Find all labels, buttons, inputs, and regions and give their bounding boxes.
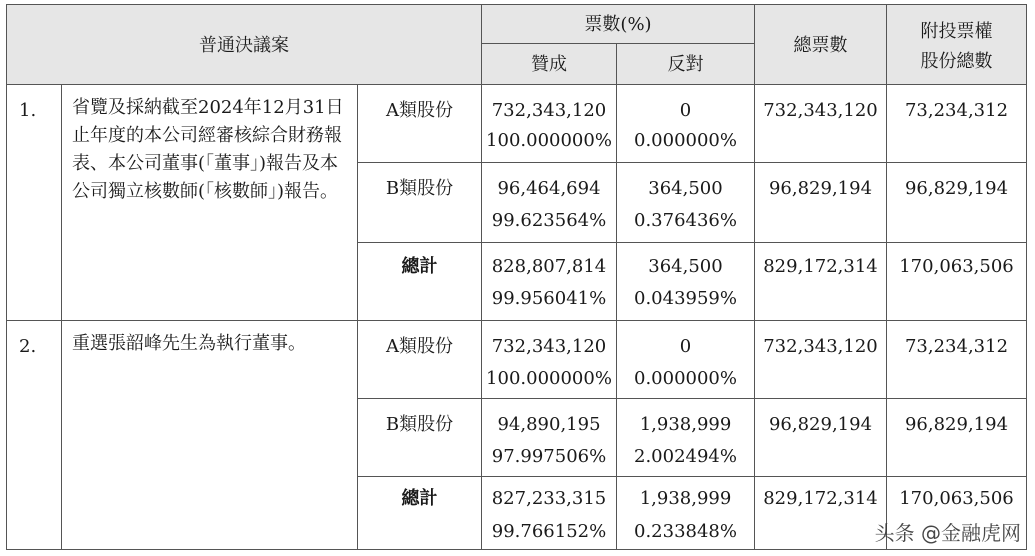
header-for: 贊成 <box>531 54 567 75</box>
resolution-1-line-1: 省覽及採納截至2024年12月31日 <box>72 97 344 118</box>
r2-total-against-cell <box>617 477 755 550</box>
resolution-1-line-4: 公司獨立核數師(「核數師」)報告。 <box>72 181 339 202</box>
r1-b-for-cell <box>482 163 617 243</box>
watermark: 头条 @金融虎网 <box>874 521 1021 545</box>
r2-total-total-cell <box>755 477 887 550</box>
r2-b-for-pct: 97.997506% <box>491 446 607 467</box>
r2-b-against-cell <box>617 399 755 477</box>
r1-a-attached: 73,234,312 <box>904 100 1009 121</box>
r2-total-for-cell <box>482 477 617 550</box>
header-resolution-cell <box>6 4 482 85</box>
r1-a-for-cell <box>482 85 617 163</box>
r2-a-against-pct: 0.000000% <box>634 368 737 389</box>
r1-total-for-cell <box>482 243 617 321</box>
header-votes-pct: 票數(%) <box>584 14 652 35</box>
resolution-2-line-1: 重選張韶峰先生為執行董事。 <box>72 333 306 354</box>
r2-b-total-cell <box>755 399 887 477</box>
header-resolution: 普通決議案 <box>199 35 289 56</box>
r2-a-against-cell <box>617 321 755 399</box>
r1-a-class: A類股份 <box>386 100 453 121</box>
r2-b-total: 96,829,194 <box>768 414 873 435</box>
r2-total-against-votes: 1,938,999 <box>639 488 732 509</box>
r1-b-class-cell <box>358 163 482 243</box>
r1-a-total-cell <box>755 85 887 163</box>
r1-b-for-votes: 96,464,694 <box>497 178 601 199</box>
r1-total-total-cell <box>755 243 887 321</box>
r2-total-for-pct: 99.766152% <box>491 521 607 542</box>
header-attached-1: 附投票權 <box>920 21 993 42</box>
r2-a-total: 732,343,120 <box>763 336 878 357</box>
r1-a-against-cell <box>617 85 755 163</box>
r1-total-attached-cell <box>887 243 1027 321</box>
r2-total-class: 總計 <box>401 488 438 509</box>
r2-a-total-cell <box>755 321 887 399</box>
r2-b-for-cell <box>482 399 617 477</box>
resolution-1-number-cell <box>6 85 62 321</box>
r1-total-class-cell <box>358 243 482 321</box>
r2-total-class-cell <box>358 477 482 550</box>
r1-a-against-pct: 0.000000% <box>634 130 737 151</box>
r2-b-class: B類股份 <box>385 414 454 435</box>
r2-b-attached: 96,829,194 <box>904 414 1009 435</box>
header-against: 反對 <box>667 54 704 75</box>
r1-total-class: 總計 <box>401 256 438 277</box>
r1-b-against-pct: 0.376436% <box>634 210 737 231</box>
r2-a-for-votes: 732,343,120 <box>491 336 607 357</box>
r2-a-attached: 73,234,312 <box>904 336 1009 357</box>
header-attached-cell <box>887 4 1027 85</box>
r2-total-against-pct: 0.233848% <box>634 521 737 542</box>
resolution-1-line-2: 止年度的本公司經審核綜合財務報 <box>72 125 342 146</box>
header-against-cell <box>617 44 755 85</box>
r1-b-against-cell <box>617 163 755 243</box>
r1-total-against-pct: 0.043959% <box>634 288 737 309</box>
resolution-1-number: 1. <box>19 100 37 121</box>
r2-b-against-votes: 1,938,999 <box>639 414 732 435</box>
r1-total-for-votes: 828,807,814 <box>491 256 607 277</box>
r1-a-against-votes: 0 <box>679 100 692 121</box>
r1-total-attached: 170,063,506 <box>899 256 1014 277</box>
resolution-2-text-cell <box>62 321 358 550</box>
r1-b-for-pct: 99.623564% <box>491 210 607 231</box>
r2-b-attached-cell <box>887 399 1027 477</box>
r1-b-against-votes: 364,500 <box>648 178 723 199</box>
resolution-1-line-3: 表、本公司董事(「董事」)報告及本 <box>72 153 339 174</box>
r1-b-class: B類股份 <box>385 178 454 199</box>
r1-total-total: 829,172,314 <box>763 256 878 277</box>
r2-b-for-votes: 94,890,195 <box>497 414 601 435</box>
r2-total-total: 829,172,314 <box>763 488 878 509</box>
r2-total-for-votes: 827,233,315 <box>491 488 607 509</box>
r2-a-class-cell <box>358 321 482 399</box>
r1-b-total-cell <box>755 163 887 243</box>
r1-b-total: 96,829,194 <box>768 178 873 199</box>
r2-total-attached: 170,063,506 <box>899 488 1014 509</box>
header-for-cell <box>482 44 617 85</box>
resolution-1-text-cell <box>62 85 358 321</box>
r2-a-against-votes: 0 <box>679 336 692 357</box>
r2-a-attached-cell <box>887 321 1027 399</box>
header-attached-2: 股份總數 <box>920 51 993 72</box>
resolution-2-number: 2. <box>19 336 37 357</box>
r1-b-attached-cell <box>887 163 1027 243</box>
r2-a-for-cell <box>482 321 617 399</box>
resolution-2-number-cell <box>6 321 62 550</box>
r2-b-against-pct: 2.002494% <box>634 446 737 467</box>
r1-a-total: 732,343,120 <box>763 100 878 121</box>
r1-total-against-cell <box>617 243 755 321</box>
r1-a-attached-cell <box>887 85 1027 163</box>
r1-a-class-cell <box>358 85 482 163</box>
r2-b-class-cell <box>358 399 482 477</box>
header-votes-pct-cell <box>482 4 755 44</box>
header-total-cell <box>755 4 887 85</box>
r1-a-for-pct: 100.000000% <box>486 130 612 151</box>
r1-total-against-votes: 364,500 <box>648 256 723 277</box>
r2-a-for-pct: 100.000000% <box>486 368 612 389</box>
r1-total-for-pct: 99.956041% <box>491 288 607 309</box>
header-total: 總票數 <box>793 35 848 56</box>
r1-b-attached: 96,829,194 <box>904 178 1009 199</box>
r2-a-class: A類股份 <box>386 336 453 357</box>
r1-a-for-votes: 732,343,120 <box>491 100 607 121</box>
